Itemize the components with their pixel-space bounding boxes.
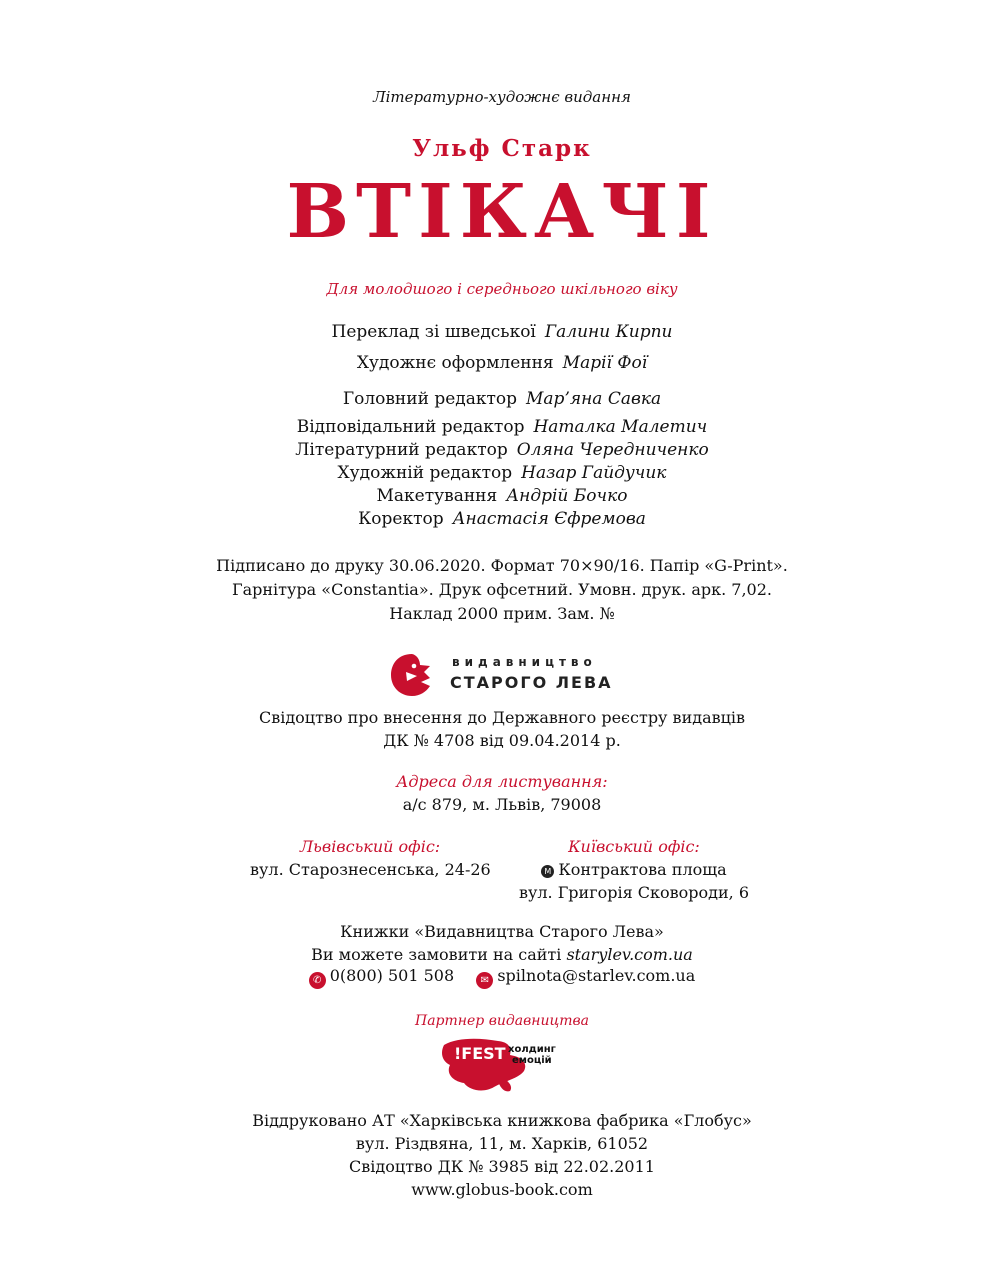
credit-name: Оляна Чередниченко (516, 440, 709, 460)
author-name: Ульф Старк (412, 135, 592, 162)
credit-line (0, 352, 1004, 375)
fest-logo-text: !FEST (454, 1044, 506, 1063)
print-specs-line: Підписано до друку 30.06.2020. Формат 70×90/16. Папір «G-Print». (216, 556, 788, 575)
credit-line (0, 321, 1004, 344)
website-link[interactable]: starylev.com.ua (566, 945, 693, 964)
lviv-office-heading: Львівський офіс: (299, 837, 441, 856)
partner-label: Партнер видавництва (414, 1013, 590, 1029)
metro-icon: М (541, 865, 554, 878)
print-specs-line: Наклад 2000 прим. Зам. № (389, 604, 615, 623)
credit-role: Головний редактор (342, 389, 518, 409)
mailing-heading: Адреса для листування: (396, 772, 608, 791)
printer-line: Свідоцтво ДК № 3985 від 22.02.2011 (349, 1157, 655, 1176)
book-title: ВТІКАЧІ (286, 169, 718, 255)
print-specs-line: Гарнітура «Constantia». Друк офсетний. Умовн. друк. арк. 7,02. (232, 580, 772, 599)
books-line: Книжки «Видавництва Старого Лева» (340, 922, 664, 941)
credit-name: Мар’яна Савка (526, 389, 662, 409)
contacts-row (0, 966, 1004, 989)
credit-role: Художнє оформлення (356, 353, 554, 373)
credit-role: Коректор (358, 509, 444, 529)
kyiv-office-address: вул. Григорія Сковороди, 6 (518, 883, 750, 902)
credit-name: Галини Кирпи (544, 322, 673, 342)
credit-name: Марії Фої (562, 353, 648, 373)
credit-line (0, 485, 1004, 508)
books-order-info (0, 920, 1004, 966)
genre-label: Літературно-художнє видання (373, 88, 631, 106)
email-address[interactable]: spilnota@starlev.com.ua (497, 966, 696, 985)
credit-line (0, 508, 1004, 531)
credit-role: Художній редактор (337, 463, 513, 483)
fest-holding-logo (440, 1035, 570, 1095)
publisher-name-small: видавництво (452, 655, 597, 669)
credit-role: Відповідальний редактор (296, 417, 525, 437)
books-order-line (0, 943, 1004, 966)
print-specs (0, 554, 1004, 626)
credit-line (0, 416, 1004, 439)
email-icon: ✉ (476, 972, 493, 989)
books-order-prefix: Ви можете замовити на сайті (311, 945, 562, 964)
certificate-line: ДК № 4708 від 09.04.2014 р. (383, 731, 621, 750)
phone-number[interactable]: 0(800) 501 508 (329, 966, 455, 985)
kyiv-office-heading: Київський офіс: (568, 837, 700, 856)
lviv-office-address: вул. Старознесенська, 24-26 (250, 860, 491, 879)
certificate-line: Свідоцтво про внесення до Державного реєстру видавців (258, 708, 746, 727)
credit-role: Переклад зі шведської (331, 322, 536, 342)
kyiv-office (508, 835, 760, 904)
publisher-name: СТАРОГО ЛЕВА (450, 673, 613, 692)
lviv-office (250, 835, 490, 881)
printer-info (0, 1109, 1004, 1201)
credit-name: Наталка Малетич (533, 417, 708, 437)
kyiv-office-metro-station: Контрактова площа (558, 860, 727, 879)
credit-name: Назар Гайдучик (521, 463, 667, 483)
credit-role: Макетування (376, 486, 498, 506)
mailing-address: а/с 879, м. Львів, 79008 (402, 795, 602, 814)
kyiv-office-metro (508, 858, 760, 881)
credit-line (0, 439, 1004, 462)
phone-icon: ✆ (309, 972, 326, 989)
printer-website[interactable]: www.globus-book.com (411, 1180, 593, 1199)
fest-logo-sub2: емоцій (512, 1055, 552, 1066)
fest-logo-sub1: холдинг (508, 1044, 556, 1055)
printer-line: Віддруковано АТ «Харківська книжкова фабрика «Глобус» (252, 1111, 752, 1130)
printer-line: вул. Різдвяна, 11, м. Харків, 61052 (355, 1134, 649, 1153)
publisher-certificate (0, 706, 1004, 752)
credit-name: Анастасія Єфремова (452, 509, 646, 529)
audience-label: Для молодшого і середнього шкільного віку (326, 280, 678, 298)
credit-line (0, 388, 1004, 411)
credit-role: Літературний редактор (295, 440, 508, 460)
credit-line (0, 462, 1004, 485)
credit-name: Андрій Бочко (506, 486, 628, 506)
